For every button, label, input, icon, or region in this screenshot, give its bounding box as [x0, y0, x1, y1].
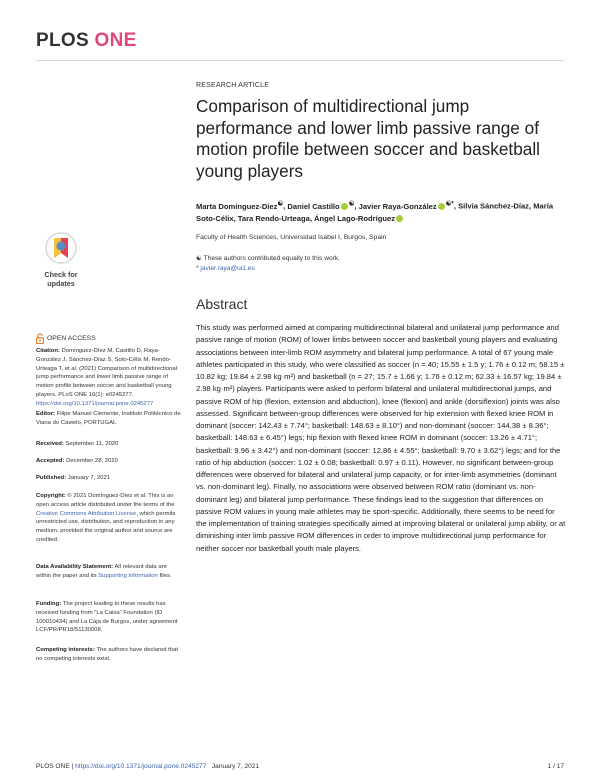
supporting-information-link[interactable]: Supporting Information [98, 572, 158, 579]
footer-date: January 7, 2021 [211, 763, 260, 770]
abstract-text: This study was performed aimed at comparing multidirectional bilateral and unilateral jump performance and passive range of motion (ROM) of lower limbs between soccer and basketball young players and evaluating associations between inter-limb ROM asymmetry and bilateral jump performance. A total of 67 young male athletes participated in this study, who were classified as soccer (n = 40; 15.55 ± 1.5 y; 1.76 ± 0.12 m; 58.15 ± 10.82 kg; 19.84 ± 2.98 kg·m²) and basketball (n = 27; 15.7 ± 1.66 y; 1.76 ± 0.12 m; 62.33 ± 16.57 kg; 19.84 ± 2.98 kg·m²) players. Participants were asked to perform bilateral and unilateral multidirectional jumps, and passive ROM of hip (flexion, extension and abduction), knee (flexion) and ankle (dorsiflexion) joints was also assessed. Significant between-group differences were observed for hip extension with flexed knee ROM in dominant (soccer: 142.43 ± 7.74°; basketball: 148.63 ± 8.10°) and non-dominant (soccer: 144.38 ± 8.36°; basketball: 148.63 ± 6.45°) legs; hip flexion with flexed knee ROM in dominant (soccer: 13.26 ± 4.71°; basketball: 9.96 ± 3.42°) and non-dominant (soccer: 12.86 ± 4.55°; basketball: 9.70 ± 3.62°) legs; and for the ratio of hip abduction (soccer: 1.02 ± 0.08; basketball: 0.97 ± 0.11). However, no significant between-group differences were observed for bilateral and unilateral jump capacity, or for inter-limb asymmetries (dominant vs. non-dominant leg). Finally, no associations were observed between ROM ratio (dominant vs. non-dominant leg) and bilateral jump performance. These findings lead to the suggestion that differences on passive ROM values in young male athletes may be sport-specific. Additionally, there seems to be need for the implementation of training strategies specifically aimed at improving bilateral or unilateral jump ability, or at diminishing inter limb passive ROM differences in order to improve multidirectional jump performance for neither soccer nor basketball youth male players. [196, 323, 566, 553]
author-7[interactable]: Ángel Lago-Rodríguez [314, 214, 404, 223]
page-footer [36, 763, 564, 770]
author-5[interactable]: María Soto-Célix [196, 201, 554, 224]
orcid-icon[interactable] [341, 203, 348, 210]
check-for-updates-label: Check for updates [44, 270, 78, 288]
footer-doi-link[interactable]: https://doi.org/10.1371/journal.pone.0245277 [75, 763, 207, 770]
author-6[interactable]: Tara Rendo-Urteaga [237, 214, 310, 224]
corresponding-email-link[interactable]: javier.raya@ui1.es [200, 265, 255, 272]
orcid-icon[interactable] [396, 215, 403, 222]
check-for-updates-badge[interactable] [38, 232, 84, 288]
citation-text: Domínguez-Díez M, Castillo D, Raya-González J, Sánchez-Díaz S, Soto-Célix M, Rendo-Urteaga T, et al. (2021) Comparison of multidirectional jump performance and lower limb passive range of motion profile between soccer and basketball young players. PLoS ONE 16(1): e0245277. [36, 348, 178, 398]
author-2[interactable]: Daniel Castillo ☯ [287, 200, 355, 211]
author-list: Marta Domínguez-Díez☯, Daniel Castillo ☯, Javier Raya-González ☯*, Silvia Sánchez-Díaz, María Soto-Célix, Tara Rendo-Urteaga, Ángel Lago-Rodríguez [196, 200, 554, 224]
competing-interests-block: Competing interests: The authors have declared that no competing interests exist. [36, 647, 178, 662]
affiliation: Faculty of Health Sciences, Universidad Isabel I, Burgos, Spain [196, 234, 387, 241]
open-access-label: OPEN ACCESS [36, 333, 96, 344]
received-block: Received: September 11, 2020 [36, 441, 119, 447]
editor-label: Editor: [36, 411, 55, 417]
article-type: RESEARCH ARTICLE [196, 82, 270, 89]
author-1[interactable]: Marta Domínguez-Díez☯ [196, 200, 284, 211]
editor-text: Filipe Manuel Clemente, Instituto Politécnico de Viana do Castelo, PORTUGAL [36, 411, 181, 426]
author-4[interactable]: Silvia Sánchez-Díaz [458, 201, 529, 211]
logo-one: ONE [94, 30, 137, 51]
editor-block [36, 410, 182, 428]
author-notes [196, 254, 340, 274]
logo-plos: PLOS [36, 30, 89, 51]
plos-one-logo[interactable] [36, 30, 137, 52]
footer-journal: PLOS ONE [36, 763, 70, 770]
equal-contribution-note: ☯ These authors contributed equally to this work. [196, 255, 340, 262]
citation-block [36, 347, 182, 409]
abstract-heading: Abstract [196, 296, 248, 312]
orcid-icon[interactable] [438, 203, 445, 210]
data-availability-block: Data Availability Statement: All relevant data are within the paper and its Supporting Information files. [36, 564, 172, 579]
funding-block: Funding: The project leading to these results has received funding from "La Caixa" Foundation (ID 100010434) and La Caja de Burgos, under agreement LCF/PR/PR18/51130008. [36, 601, 178, 634]
article-title: Comparison of multidirectional jump performance and lower limb passive range of motion profile between soccer and basketball young players [196, 96, 540, 181]
footer-citation: PLOS ONE | https://doi.org/10.1371/journal.pone.0245277 January 7, 2021 [36, 763, 260, 770]
accepted-date: December 28, 2020 [66, 458, 118, 464]
accepted-block: Accepted: December 28, 2020 [36, 458, 118, 464]
page-number: 1 / 17 [547, 763, 564, 770]
received-date: September 11, 2020 [65, 441, 119, 447]
cc-license-link[interactable]: Creative Commons Attribution License [36, 510, 137, 517]
header-divider [36, 60, 564, 61]
citation-label: Citation: [36, 348, 60, 354]
published-block: Published: January 7, 2021 [36, 475, 110, 481]
copyright-block: Copyright: © 2021 Domínguez-Díez et al. This is an open access article distributed under the terms of the Creative Commons Attribution License, which permits unrestricted use, distribution, and reproduction in any medium, provided the original author and source are credited. [36, 493, 176, 543]
citation-doi-link[interactable]: https://doi.org/10.1371/journal.pone.0245277 [36, 400, 154, 407]
corresponding-author: * javier.raya@ui1.es [196, 265, 255, 272]
published-date: January 7, 2021 [67, 475, 110, 481]
check-for-updates-icon [45, 232, 77, 264]
author-3[interactable]: Javier Raya-González ☯* [358, 200, 454, 211]
open-lock-icon [36, 333, 44, 344]
